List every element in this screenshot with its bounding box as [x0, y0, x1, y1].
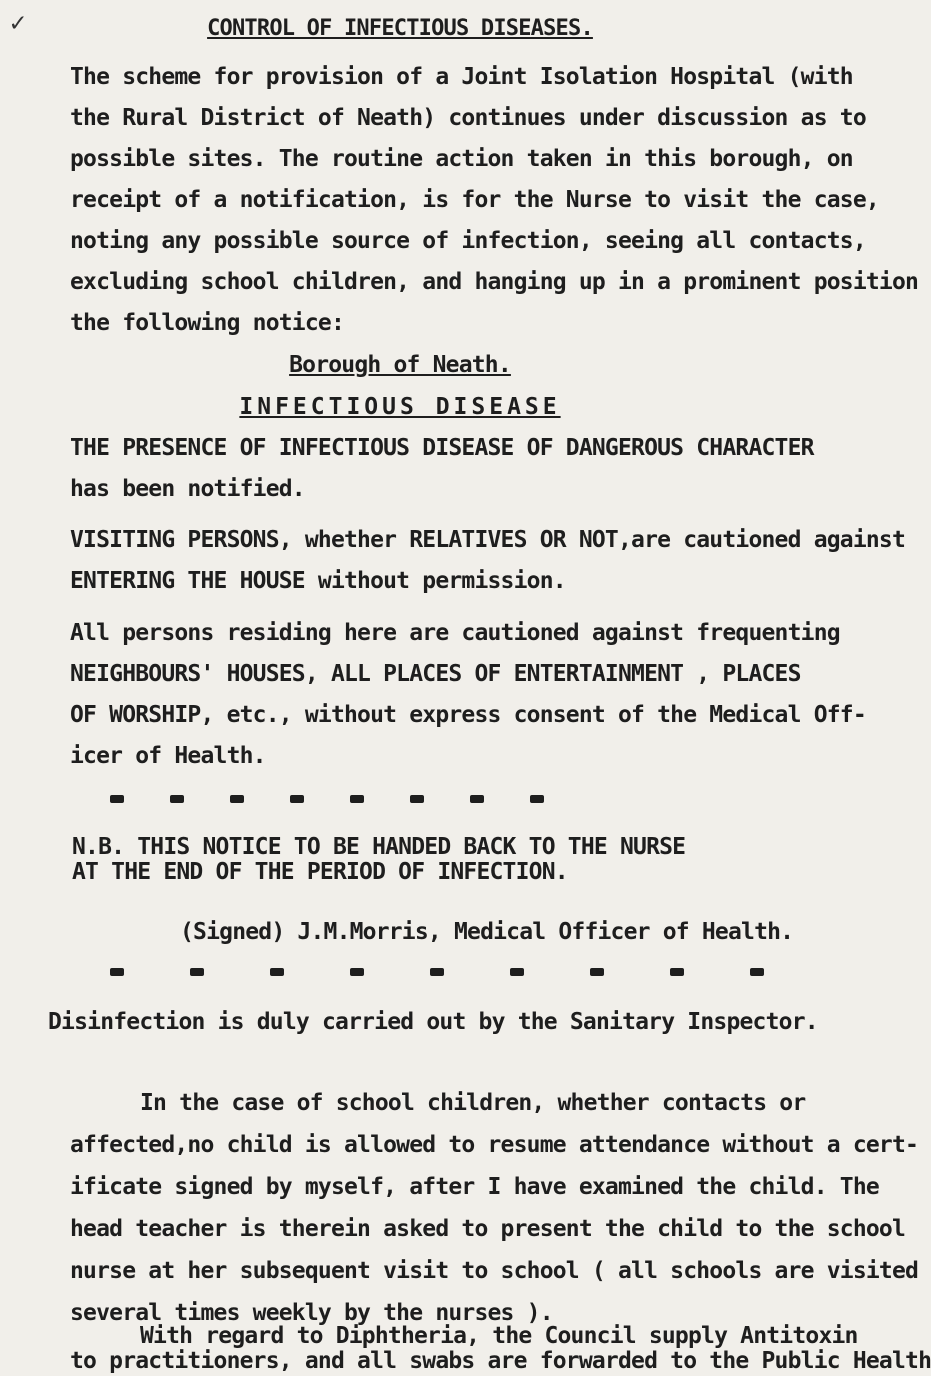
paragraph-line: ificate signed by myself, after I have examined the child. The	[70, 1174, 879, 1200]
paragraph-line: several times weekly by the nurses ).	[70, 1300, 553, 1326]
paragraph-line: With regard to Diphtheria, the Council supply Antitoxin	[140, 1323, 858, 1349]
notice-line: NEIGHBOURS' HOUSES, ALL PLACES OF ENTERTAINMENT , PLACES	[70, 661, 801, 687]
paragraph-line: The scheme for provision of a Joint Isolation Hospital (with	[70, 64, 853, 90]
notice-line: icer of Health.	[70, 743, 266, 769]
check-mark: ✓	[10, 8, 26, 38]
notice-line: ENTERING THE HOUSE without permission.	[70, 568, 566, 594]
notice-borough: Borough of Neath.	[289, 352, 511, 378]
paragraph-line: In the case of school children, whether contacts or	[140, 1090, 806, 1116]
section-heading: CONTROL OF INFECTIOUS DISEASES.	[207, 16, 593, 41]
paragraph-line: the Rural District of Neath) continues under discussion as to	[70, 105, 866, 131]
paragraph-line: possible sites. The routine action taken in this borough, on	[70, 146, 853, 172]
notice-line: OF WORSHIP, etc., without express consent of the Medical Off-	[70, 702, 866, 728]
paragraph-line: nurse at her subsequent visit to school ( all schools are visited	[70, 1258, 919, 1284]
paragraph-line: head teacher is therein asked to present the child to the school	[70, 1216, 906, 1242]
notice-line: has been notified.	[70, 476, 305, 502]
notice-line: VISITING PERSONS, whether RELATIVES OR NOT,are cautioned against	[70, 527, 906, 553]
paragraph-line: excluding school children, and hanging up in a prominent position	[70, 269, 919, 295]
paragraph-line: noting any possible source of infection, seeing all contacts,	[70, 228, 866, 254]
notice-title: INFECTIOUS DISEASE	[239, 394, 561, 420]
paragraph-line: to practitioners, and all swabs are forwarded to the Public Health	[70, 1348, 931, 1374]
paragraph-line: Disinfection is duly carried out by the Sanitary Inspector.	[48, 1009, 818, 1035]
signature-line: (Signed) J.M.Morris, Medical Officer of Health.	[180, 919, 794, 945]
paragraph-line: the following notice:	[70, 310, 344, 336]
notice-line: THE PRESENCE OF INFECTIOUS DISEASE OF DANGEROUS CHARACTER	[70, 435, 814, 461]
notice-line: All persons residing here are cautioned against frequenting	[70, 620, 840, 646]
notice-nb: N.B. THIS NOTICE TO BE HANDED BACK TO THE NURSE	[72, 834, 686, 860]
notice-nb: AT THE END OF THE PERIOD OF INFECTION.	[72, 859, 568, 885]
paragraph-line: affected,no child is allowed to resume attendance without a cert-	[70, 1132, 919, 1158]
paragraph-line: receipt of a notification, is for the Nurse to visit the case,	[70, 187, 879, 213]
